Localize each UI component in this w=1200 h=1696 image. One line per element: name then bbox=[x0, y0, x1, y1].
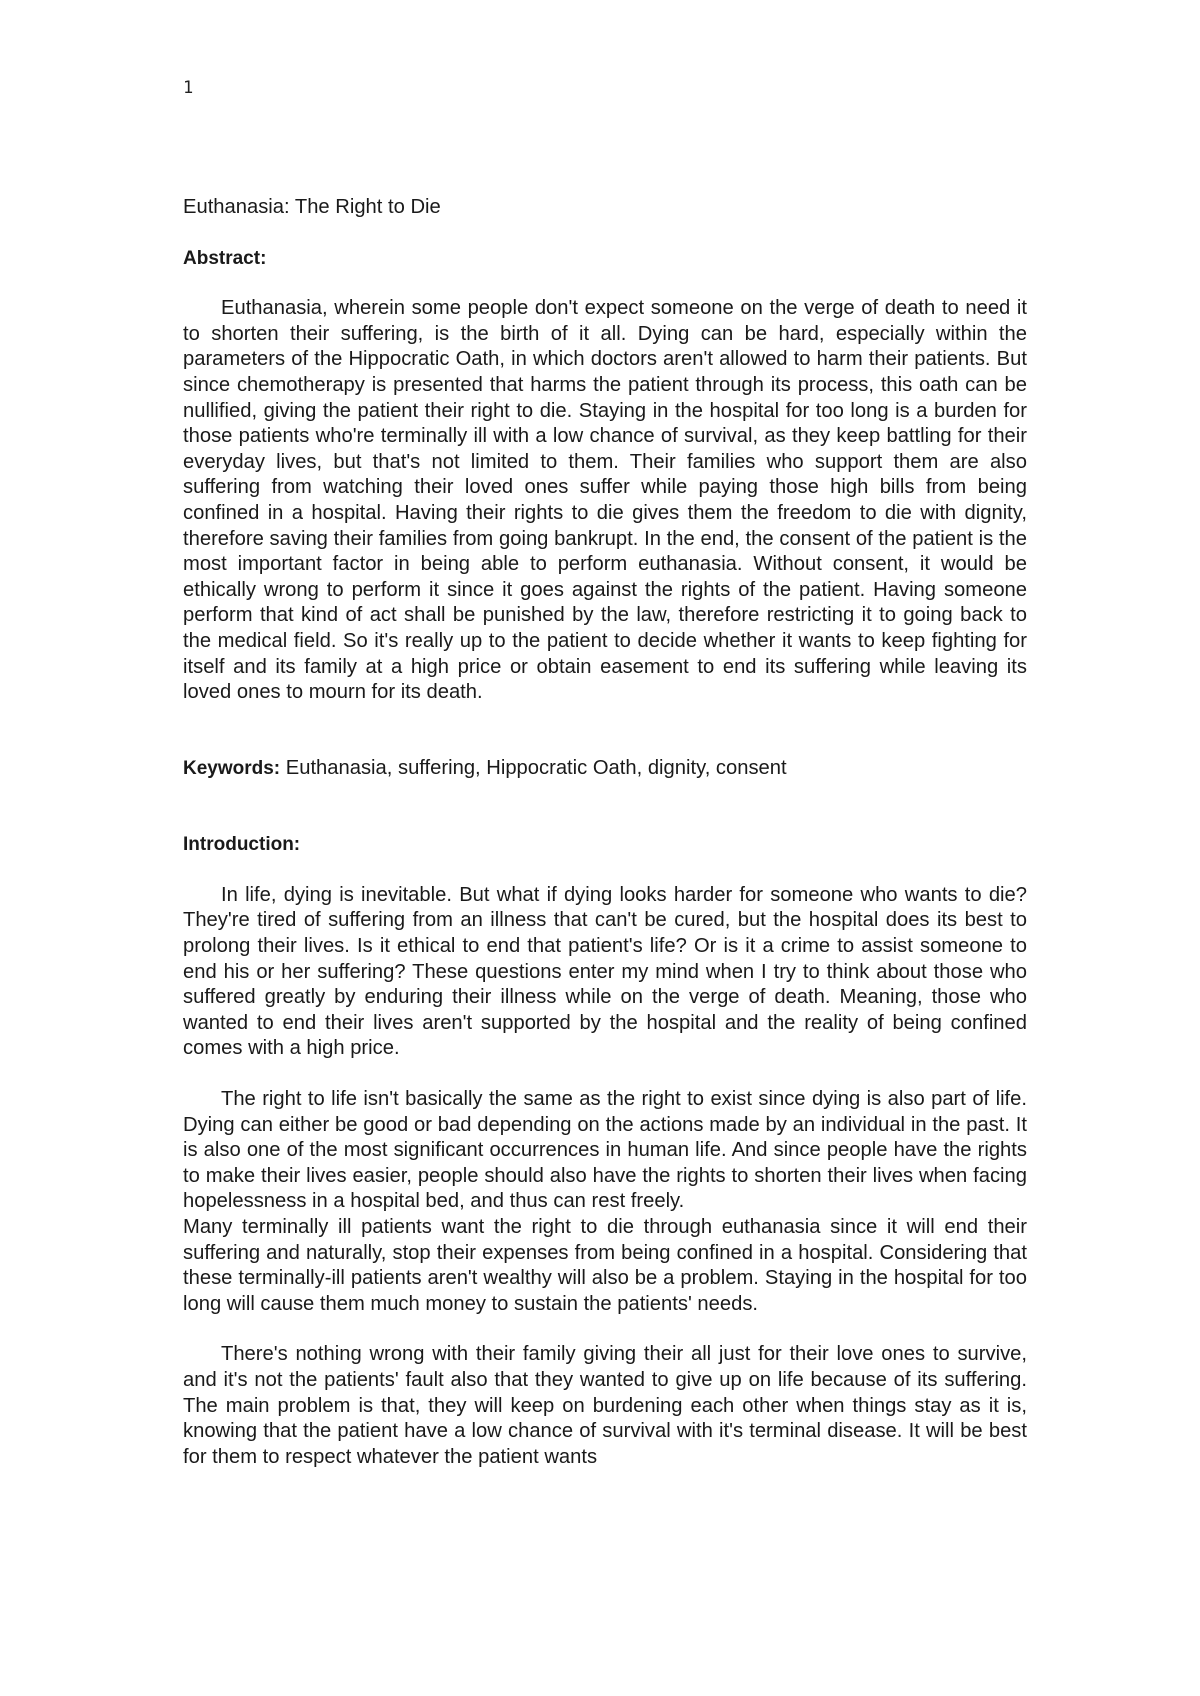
keywords-text: Euthanasia, suffering, Hippocratic Oath, dignity, consent bbox=[285, 756, 787, 779]
introduction-paragraph: Many terminally ill patients want the right to die through euthanasia since it will end their suffering and naturally, stop their expenses from being confined in a hospital. Considering that these terminally-ill patients aren't wealthy will also be a problem. Staying in the hospital for too long will cause them much money to sustain the patients' needs. bbox=[183, 1216, 1027, 1315]
keywords-label: Keywords: bbox=[183, 757, 281, 779]
introduction-paragraph: The right to life isn't basically the same as the right to exist since dying is also part of life. Dying can either be good or bad depending on the actions made by an individual in the past. It is also one of the most significant occurrences in human life. And since people have the rights to make their lives easier, people should also have the rights to shorten their lives when facing hopelessness in a hospital bed, and thus can rest freely. bbox=[183, 1088, 1027, 1213]
introduction-paragraph: There's nothing wrong with their family giving their all just for their love ones to survive, and it's not the patients' fault also that they wanted to give up on life because of its suffering. The main problem is that, they will keep on burdening each other when things stay as it is, knowing that the patient have a low chance of survival with it's terminal disease. It will be best for them to respect whatever the patient wants bbox=[183, 1343, 1027, 1468]
abstract-paragraph: Euthanasia, wherein some people don't expect someone on the verge of death to need it to shorten their suffering, is the birth of it all. Dying can be hard, especially within the parameters of the Hippocratic Oath, in which doctors aren't allowed to harm their patients. But since chemotherapy is presented that harms the patient through its process, this oath can be nullified, giving the patient their right to die. Staying in the hospital for too long is a burden for those patients who're terminally ill with a low chance of survival, as they keep battling for their everyday lives, but that's not limited to them. Their families who support them are also suffering from watching their loved ones suffer while paying those high bills from being confined in a hospital. Having their rights to die gives them the freedom to die with dignity, therefore saving their families from going bankrupt. In the end, the consent of the patient is the most important factor in being able to perform euthanasia. Without consent, it would be ethically wrong to perform it since it goes against the rights of the patient. Having someone perform that kind of act shall be punished by the law, therefore restricting it to going back to the medical field. So it's really up to the patient to decide whether it wants to keep fighting for itself and its family at a high price or obtain easement to end its suffering while leaving its loved ones to mourn for its death. bbox=[183, 297, 1027, 704]
introduction-heading: Introduction: bbox=[183, 834, 301, 856]
keywords-line bbox=[183, 756, 1027, 782]
abstract-heading: Abstract: bbox=[183, 247, 267, 269]
document-body bbox=[183, 195, 1027, 1470]
page-number: 1 bbox=[183, 78, 194, 98]
document-title: Euthanasia: The Right to Die bbox=[183, 196, 441, 218]
introduction-paragraph: In life, dying is inevitable. But what if dying looks harder for someone who wants to die? They're tired of suffering from an illness that can't be cured, but the hospital does its best to prolong their lives. Is it ethical to end that patient's life? Or is it a crime to assist someone to end his or her suffering? These questions enter my mind when I try to think about those who suffered greatly by enduring their illness while on the verge of death. Meaning, those who wanted to end their lives aren't supported by the hospital and the reality of being confined comes with a high price. bbox=[183, 883, 1027, 1060]
